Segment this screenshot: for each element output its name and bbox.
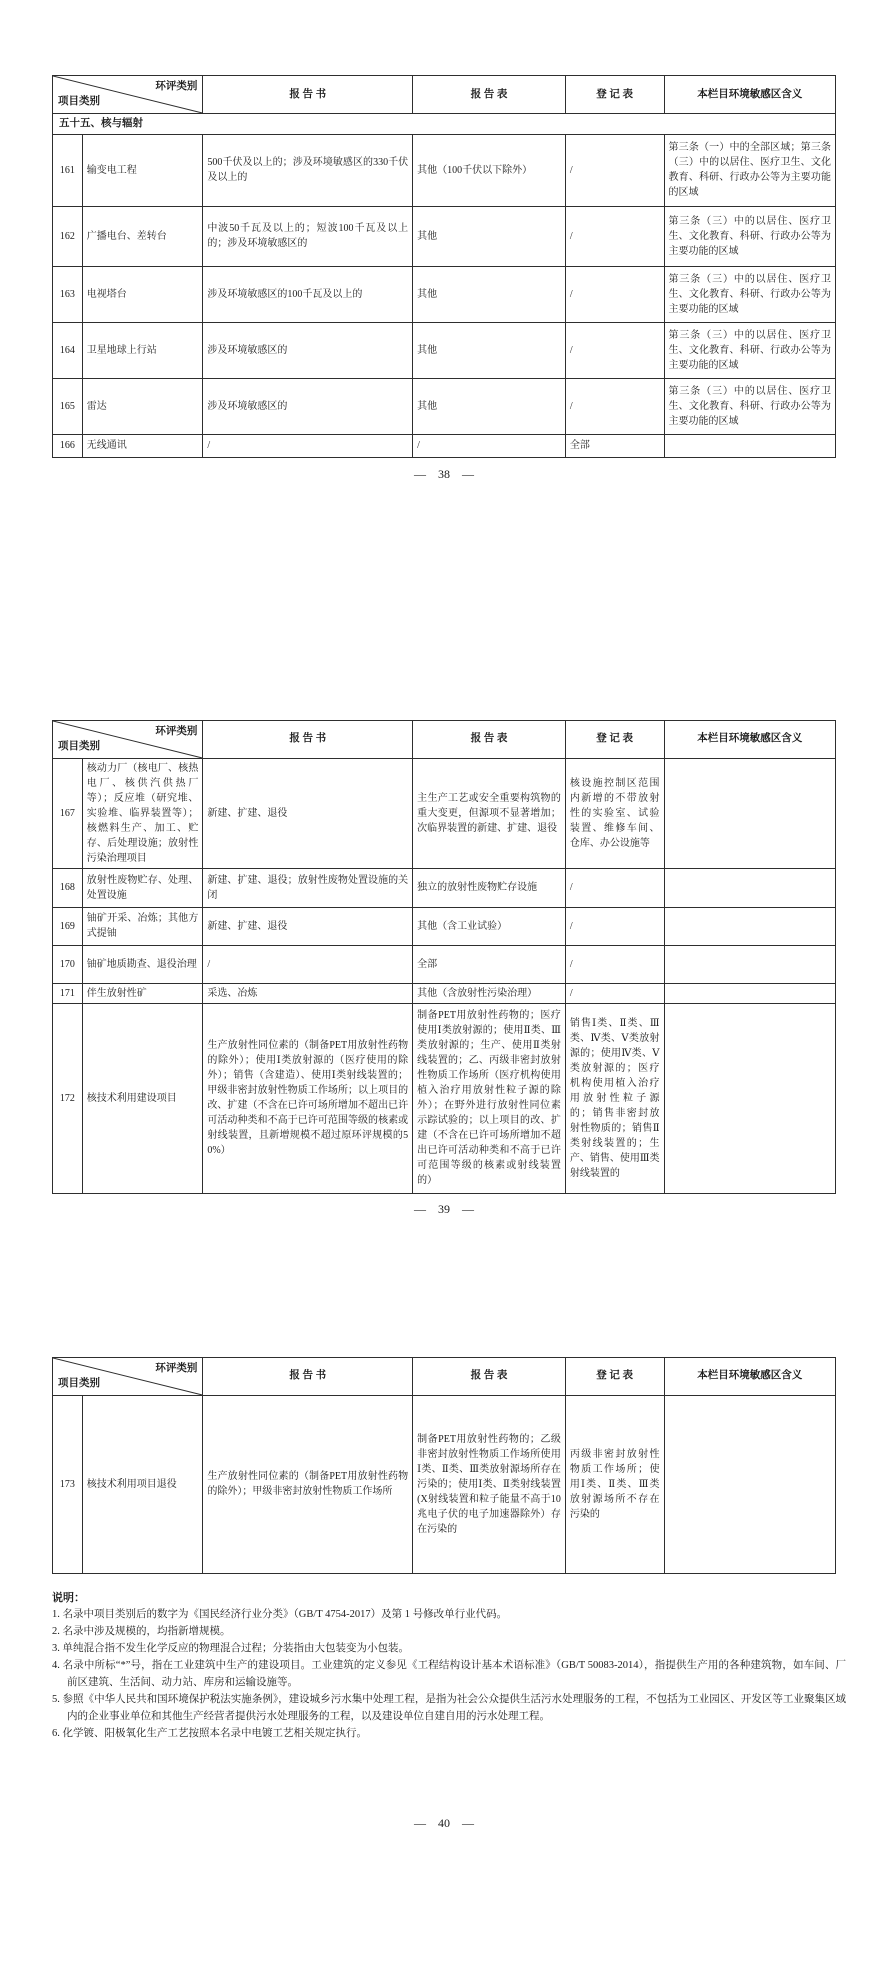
report-form-cell: /	[413, 434, 566, 457]
registration-form-cell: 丙级非密封放射性物质工作场所；使用Ⅰ类、Ⅱ类、Ⅲ类放射源场所不存在污染的	[565, 1395, 664, 1573]
catalog-row-172	[53, 1003, 836, 1193]
project-category-cell: 核技术利用项目退役	[82, 1395, 203, 1573]
catalog-row-162	[53, 206, 836, 266]
row-no: 170	[53, 945, 83, 983]
row-no: 166	[53, 434, 83, 457]
header-eia-category: 环评类别	[155, 725, 198, 737]
report-form-cell: 其他	[413, 322, 566, 378]
sensitive-zone-meaning-cell: 第三条（三）中的以居住、医疗卫生、文化教育、科研、行政办公等为主要功能的区域	[664, 206, 836, 266]
project-category-cell: 铀矿开采、冶炼；其他方式提铀	[82, 907, 203, 945]
header-eia-category: 环评类别	[155, 81, 198, 92]
header-registration-form: 登 记 表	[565, 76, 664, 114]
report-form-cell: 其他	[413, 266, 566, 322]
sensitive-zone-meaning-cell: 第三条（一）中的全部区域；第三条（三）中的以居住、医疗卫生、文化教育、科研、行政办公等为主要功能的区域	[664, 134, 836, 206]
project-category-cell: 伴生放射性矿	[82, 983, 203, 1003]
diagonal-header-cell	[53, 720, 203, 758]
sensitive-zone-meaning-cell	[664, 434, 836, 457]
row-no: 173	[53, 1395, 83, 1573]
report-book-cell: /	[203, 434, 413, 457]
project-category-cell: 核技术利用建设项目	[82, 1003, 203, 1193]
row-no: 171	[53, 983, 83, 1003]
row-no: 169	[53, 907, 83, 945]
note-item-6: 6. 化学镀、阳极氧化生产工艺按照本名录中电镀工艺相关规定执行。	[52, 1728, 367, 1740]
section-row	[53, 114, 836, 135]
notes-section	[52, 1590, 846, 1743]
header-report-form: 报 告 表	[413, 1357, 566, 1395]
report-book-cell: 涉及环境敏感区的	[203, 378, 413, 434]
table-header-row	[53, 720, 836, 758]
registration-form-cell: /	[565, 322, 664, 378]
catalog-row-168	[53, 868, 836, 907]
eia-catalog-table-page39	[52, 720, 836, 1194]
header-report-book: 报 告 书	[203, 76, 413, 114]
registration-form-cell: /	[565, 868, 664, 907]
row-no: 168	[53, 868, 83, 907]
catalog-row-173	[53, 1395, 836, 1573]
note-item-2: 2. 名录中涉及规模的，均指新增规模。	[52, 1626, 231, 1638]
catalog-row-161	[53, 134, 836, 206]
project-category-cell: 核动力厂（核电厂、核热电厂、核供汽供热厂等）；反应堆（研究堆、实验堆、临界装置等）；核燃料生产、加工、贮存、后处理设施；放射性污染治理项目	[82, 758, 203, 868]
project-category-cell: 无线通讯	[82, 434, 203, 457]
header-project-category: 项目类别	[58, 1378, 100, 1389]
sensitive-zone-meaning-cell	[664, 1003, 836, 1193]
report-book-cell: 生产放射性同位素的（制备PET用放射性药物的除外）；甲级非密封放射性物质工作场所	[203, 1395, 413, 1573]
catalog-row-164	[53, 322, 836, 378]
report-book-cell: 中波50千瓦及以上的；短波100千瓦及以上的；涉及环境敏感区的	[203, 206, 413, 266]
sensitive-zone-meaning-cell: 第三条（三）中的以居住、医疗卫生、文化教育、科研、行政办公等为主要功能的区域	[664, 266, 836, 322]
report-book-cell: 新建、扩建、退役	[203, 758, 413, 868]
row-no: 165	[53, 378, 83, 434]
catalog-row-171	[53, 983, 836, 1003]
registration-form-cell: /	[565, 983, 664, 1003]
registration-form-cell: /	[565, 134, 664, 206]
registration-form-cell: 销售Ⅰ类、Ⅱ类、Ⅲ类、Ⅳ类、Ⅴ类放射源的；使用Ⅳ类、Ⅴ类放射源的；医疗机构使用植入治疗用放射性粒子源的；销售非密封放射性物质的；销售Ⅱ类射线装置的；生产、销售、使用Ⅲ类射线装置的	[565, 1003, 664, 1193]
report-form-cell: 制备PET用放射性药物的；医疗使用Ⅰ类放射源的；使用Ⅱ类、Ⅲ类放射源的；生产、使用Ⅱ类射线装置的；乙、丙级非密封放射性物质工作场所（医疗机构使用植入治疗用放射性粒子源的除外）；在野外进行放射性同位素示踪试验的；以上项目的改、扩建（不含在已许可场所增加不超出已许可活动种类和不高于已许可范围等级的核素或射线装置的）	[413, 1003, 566, 1193]
row-no: 167	[53, 758, 83, 868]
header-sensitive-zone-meaning: 本栏目环境敏感区含义	[664, 1357, 836, 1395]
catalog-row-167	[53, 758, 836, 868]
registration-form-cell: /	[565, 907, 664, 945]
project-category-cell: 铀矿地质勘查、退役治理	[82, 945, 203, 983]
project-category-cell: 广播电台、差转台	[82, 206, 203, 266]
report-book-cell: 500千伏及以上的；涉及环境敏感区的330千伏及以上的	[203, 134, 413, 206]
note-item-1: 1. 名录中项目类别后的数字为《国民经济行业分类》（GB/T 4754-2017）及第 1 号修改单行业代码。	[52, 1609, 508, 1621]
sensitive-zone-meaning-cell	[664, 1395, 836, 1573]
registration-form-cell: /	[565, 266, 664, 322]
eia-catalog-table-page38	[52, 75, 836, 458]
diagonal-header-cell	[53, 1357, 203, 1395]
project-category-cell: 雷达	[82, 378, 203, 434]
header-registration-form: 登 记 表	[565, 720, 664, 758]
notes-title: 说明：	[52, 1591, 85, 1604]
header-sensitive-zone-meaning: 本栏目环境敏感区含义	[664, 76, 836, 114]
header-registration-form: 登 记 表	[565, 1357, 664, 1395]
page-number-40: — 40 —	[414, 1816, 474, 1831]
report-book-cell: 涉及环境敏感区的100千瓦及以上的	[203, 266, 413, 322]
sensitive-zone-meaning-cell: 第三条（三）中的以居住、医疗卫生、文化教育、科研、行政办公等为主要功能的区域	[664, 322, 836, 378]
report-book-cell: /	[203, 945, 413, 983]
catalog-row-163	[53, 266, 836, 322]
project-category-cell: 卫星地球上行站	[82, 322, 203, 378]
report-form-cell: 其他	[413, 378, 566, 434]
registration-form-cell: /	[565, 378, 664, 434]
header-report-form: 报 告 表	[413, 76, 566, 114]
sensitive-zone-meaning-cell	[664, 758, 836, 868]
report-form-cell: 其他（含放射性污染治理）	[413, 983, 566, 1003]
report-form-cell: 其他	[413, 206, 566, 266]
sensitive-zone-meaning-cell	[664, 983, 836, 1003]
document-page	[0, 75, 890, 1962]
sensitive-zone-meaning-cell	[664, 945, 836, 983]
registration-form-cell: /	[565, 945, 664, 983]
header-report-form: 报 告 表	[413, 720, 566, 758]
page-number-38: — 38 —	[414, 466, 474, 481]
registration-form-cell: 全部	[565, 434, 664, 457]
sensitive-zone-meaning-cell: 第三条（三）中的以居住、医疗卫生、文化教育、科研、行政办公等为主要功能的区域	[664, 378, 836, 434]
catalog-row-170	[53, 945, 836, 983]
registration-form-cell: 核设施控制区范围内新增的不带放射性的实验室、试验装置、维修车间、仓库、办公设施等	[565, 758, 664, 868]
eia-catalog-table-page40	[52, 1357, 836, 1574]
report-form-cell: 制备PET用放射性药物的；乙级非密封放射性物质工作场所使用Ⅰ类、Ⅱ类、Ⅲ类放射源场所存在污染的；使用Ⅰ类、Ⅱ类射线装置(X射线装置和粒子能量不高于10兆电子伏的电子加速器除外）存在污染的	[413, 1395, 566, 1573]
report-form-cell: 主生产工艺或安全重要构筑物的重大变更，但源项不显著增加；次临界装置的新建、扩建、退役	[413, 758, 566, 868]
note-item-5: 5. 参照《中华人民共和国环境保护税法实施条例》，建设城乡污水集中处理工程，是指为社会公众提供生活污水处理服务的工程，不包括为工业园区、开发区等工业聚集区域内的企业事业单位和其他生产经营者提供污水处理服务的工程，以及建设单位自建自用的污水处理工程。	[52, 1694, 846, 1723]
section-title: 五十五、核与辐射	[53, 114, 836, 135]
report-book-cell: 新建、扩建、退役	[203, 907, 413, 945]
page-number-39: — 39 —	[414, 1201, 474, 1216]
header-sensitive-zone-meaning: 本栏目环境敏感区含义	[664, 720, 836, 758]
table-header-row	[53, 76, 836, 114]
report-form-cell: 其他（100千伏以下除外）	[413, 134, 566, 206]
header-project-category: 项目类别	[58, 96, 100, 108]
catalog-row-166	[53, 434, 836, 457]
project-category-cell: 电视塔台	[82, 266, 203, 322]
report-book-cell: 生产放射性同位素的（制备PET用放射性药物的除外）；使用Ⅰ类放射源的（医疗使用的除外）；销售（含建造）、使用Ⅰ类射线装置的；甲级非密封放射性物质工作场所；以上项目的改、扩建（不含在已许可场所增加不超出已许可活动种类和不高于已许可范围等级的核素或射线装置，且新增规模不超过原环评规模的50%）	[203, 1003, 413, 1193]
report-form-cell: 其他（含工业试验）	[413, 907, 566, 945]
report-book-cell: 涉及环境敏感区的	[203, 322, 413, 378]
row-no: 164	[53, 322, 83, 378]
project-category-cell: 放射性废物贮存、处理、处置设施	[82, 868, 203, 907]
sensitive-zone-meaning-cell	[664, 907, 836, 945]
sensitive-zone-meaning-cell	[664, 868, 836, 907]
header-report-book: 报 告 书	[203, 720, 413, 758]
report-form-cell: 独立的放射性废物贮存设施	[413, 868, 566, 907]
catalog-row-169	[53, 907, 836, 945]
header-project-category: 项目类别	[58, 741, 100, 752]
table-header-row	[53, 1357, 836, 1395]
row-no: 163	[53, 266, 83, 322]
registration-form-cell: /	[565, 206, 664, 266]
header-report-book: 报 告 书	[203, 1357, 413, 1395]
report-book-cell: 新建、扩建、退役；放射性废物处置设施的关闭	[203, 868, 413, 907]
row-no: 162	[53, 206, 83, 266]
report-form-cell: 全部	[413, 945, 566, 983]
catalog-row-165	[53, 378, 836, 434]
row-no: 172	[53, 1003, 83, 1193]
diagonal-header-cell	[53, 76, 203, 114]
project-category-cell: 输变电工程	[82, 134, 203, 206]
note-item-4: 4. 名录中所标“*”号，指在工业建筑中生产的建设项目。工业建筑的定义参见《工程结构设计基本术语标准》（GB/T 50083-2014），指提供生产用的各种建筑物，如车间、厂前区建筑、生活间、动力站、库房和运输设施等。	[52, 1660, 846, 1689]
row-no: 161	[53, 134, 83, 206]
note-item-3: 3. 单纯混合指不发生化学反应的物理混合过程；分装指由大包装变为小包装。	[52, 1643, 409, 1655]
report-book-cell: 采选、冶炼	[203, 983, 413, 1003]
header-eia-category: 环评类别	[155, 1362, 198, 1374]
